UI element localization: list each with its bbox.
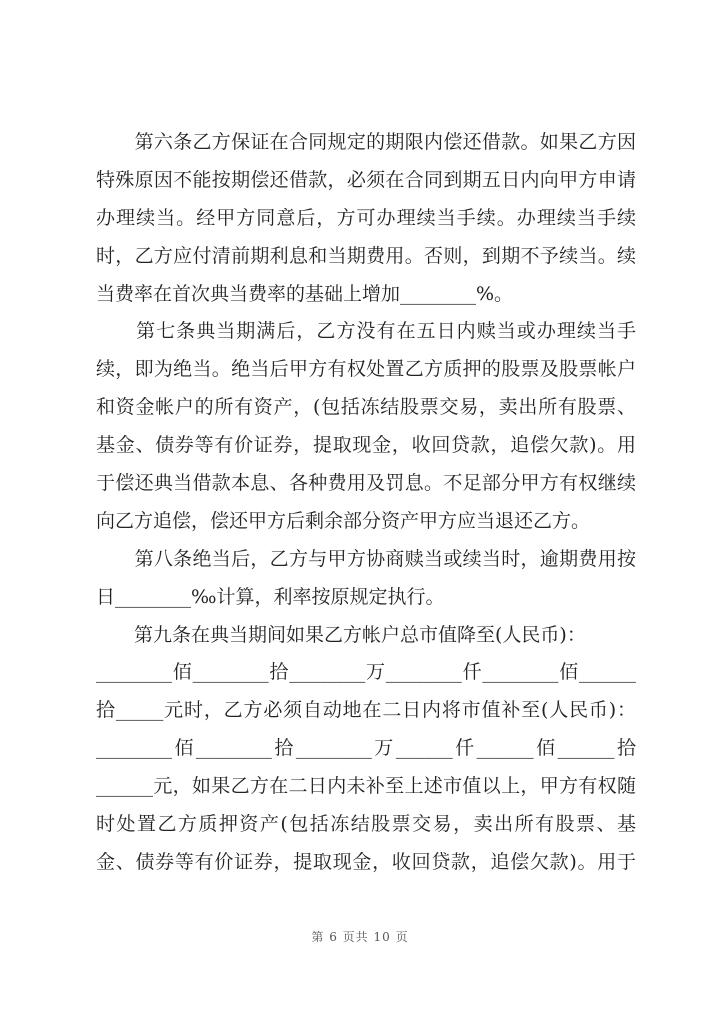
document-body [96, 124, 636, 882]
text-line: 时处置乙方质押资产(包括冻结股票交易，卖出所有股票、基 [96, 813, 636, 836]
text-line: 时，乙方应付清前期利息和当期费用。否则，到期不予续当。续 [96, 244, 636, 267]
text-line: 特殊原因不能按期偿还借款，必须在合同到期五日内向甲方申请 [96, 168, 636, 191]
text-line: ________佰________拾________万______仟______佰______拾 [96, 737, 636, 760]
text-line: 办理续当。经甲方同意后，方可办理续当手续。办理续当手续 [96, 206, 636, 229]
text-line: 第九条在典当期间如果乙方帐户总市值降至(人民币)： [96, 623, 586, 646]
text-line: 第七条典当期满后，乙方没有在五日内赎当或办理续当手 [96, 320, 636, 343]
text-line: 第八条绝当后，乙方与甲方协商赎当或续当时，逾期费用按 [96, 547, 636, 570]
text-line: 续，即为绝当。绝当后甲方有权处置乙方质押的股票及股票帐户 [96, 358, 636, 381]
text-line: 拾_____元时，乙方必须自动地在二日内将市值补至(人民币)： [96, 699, 636, 722]
text-line: 和资金帐户的所有资产，(包括冻结股票交易，卖出所有股票、 [96, 396, 636, 419]
text-line: 金、债券等有价证券，提取现金，收回贷款，追偿欠款)。用于 [96, 850, 636, 873]
text-line: ______元，如果乙方在二日内未补至上述市值以上，甲方有权随 [96, 775, 636, 798]
text-line: 当费率在首次典当费率的基础上增加________%。 [96, 282, 514, 305]
text-line: ________佰________拾________万________仟________佰______ [96, 661, 636, 684]
text-line: 向乙方追偿，偿还甲方后剩余部分资产甲方应当退还乙方。 [96, 509, 591, 532]
text-line: 基金、债券等有价证券，提取现金，收回贷款，追偿欠款)。用 [96, 434, 636, 457]
text-line: 于偿还典当借款本息、各种费用及罚息。不足部分甲方有权继续 [96, 472, 636, 495]
text-line: 第六条乙方保证在合同规定的期限内偿还借款。如果乙方因 [96, 131, 636, 153]
page-number-footer: 第 6 页共 10 页 [311, 930, 409, 944]
text-line: 日________‰计算，利率按原规定执行。 [96, 585, 445, 608]
